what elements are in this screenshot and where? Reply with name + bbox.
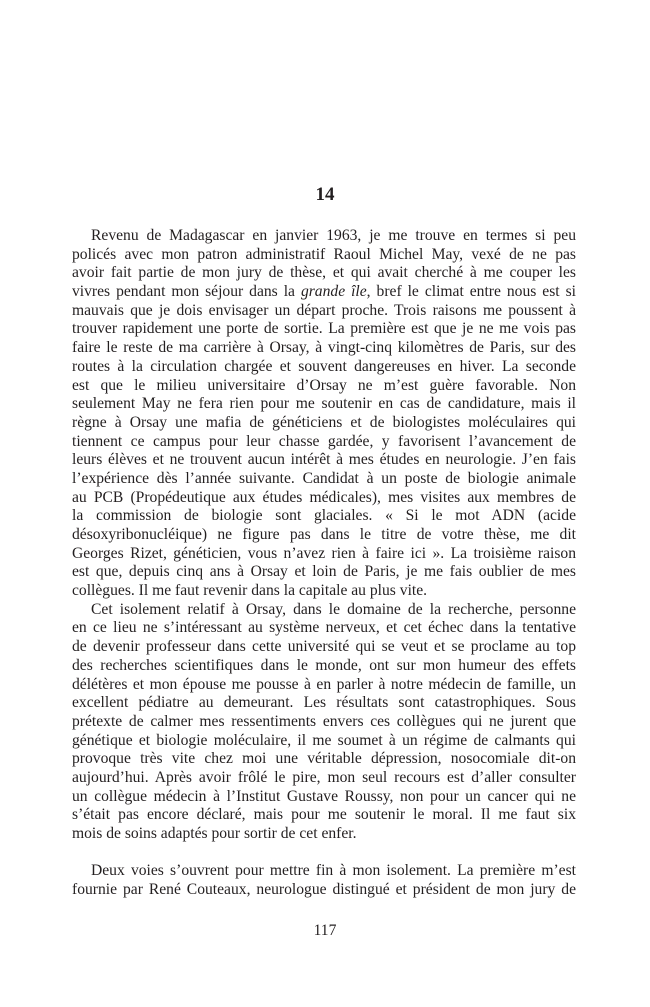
text-segment: mois de soins adaptés pour sortir de cet enfer. bbox=[72, 825, 357, 842]
paragraph bbox=[72, 601, 576, 844]
text-segment: tiennent ce campus pour leur chasse gardée, y favorisent l’avancement de bbox=[72, 432, 576, 450]
text-line bbox=[72, 470, 576, 489]
text-segment: routes à la circulation chargée et souvent dangereuses en hiver. La seconde bbox=[72, 357, 576, 375]
text-segment: Revenu de Madagascar en janvier 1963, je me trouve en termes si peu bbox=[91, 227, 576, 244]
text-segment: Cet isolement relatif à Orsay, dans le domaine de la recherche, personne bbox=[91, 600, 576, 618]
text-line bbox=[72, 507, 576, 526]
text-segment: trouver rapidement une porte de sortie. La première est que je ne me vois pas bbox=[72, 320, 576, 338]
text-line bbox=[72, 489, 576, 508]
text-segment: aujourd’hui. Après avoir frôlé le pire, mon seul recours est d’aller consulter bbox=[72, 768, 576, 786]
text-line bbox=[72, 825, 576, 844]
text-line bbox=[72, 676, 576, 695]
text-line bbox=[72, 283, 576, 302]
text-segment: l’expérience dès l’année suivante. Candidat à un poste de biologie animale bbox=[72, 469, 576, 487]
text-line bbox=[72, 788, 576, 807]
text-line bbox=[72, 657, 576, 676]
text-segment: la commission de biologie sont glaciales. « Si le mot ADN (acide bbox=[72, 507, 576, 525]
text-line bbox=[72, 451, 576, 470]
text-line bbox=[72, 713, 576, 732]
text-line bbox=[72, 433, 576, 452]
paragraph bbox=[72, 227, 576, 601]
text-line bbox=[72, 750, 576, 769]
text-segment: provoque très vite chez moi une véritable dépression, nosocomiale dit-on bbox=[72, 750, 576, 768]
text-segment: un collègue médecin à l’Institut Gustave Roussy, non pour un cancer qui ne bbox=[72, 787, 576, 805]
text-line bbox=[72, 395, 576, 414]
text-line bbox=[72, 264, 576, 283]
text-segment: s’était pas encore déclaré, mais pour me soutenir le moral. Il me faut six bbox=[72, 806, 576, 824]
text-segment: en ce lieu ne s’intéressant au système nerveux, et cet échec dans la tentative bbox=[72, 619, 576, 637]
text-segment: Deux voies s’ouvrent pour mettre fin à mon isolement. La première m’est bbox=[91, 862, 576, 880]
text-line bbox=[72, 358, 576, 377]
text-segment: génétique et biologie moléculaire, il me soumet à un régime de calmants qui bbox=[72, 731, 576, 749]
text-line bbox=[72, 414, 576, 433]
text-line bbox=[72, 563, 576, 582]
text-line bbox=[72, 302, 576, 321]
text-line bbox=[72, 601, 576, 620]
text-segment: prétexte de calmer mes ressentiments envers ces collègues qui ne jurent que bbox=[72, 712, 576, 730]
text-line bbox=[72, 619, 576, 638]
text-line bbox=[72, 339, 576, 358]
page-number: 117 bbox=[313, 922, 337, 939]
text-line bbox=[72, 694, 576, 713]
text-segment: est que, depuis cinq ans à Orsay et loin de Paris, je me fais oublier de mes bbox=[72, 563, 576, 581]
text-segment: au PCB (Propédeutique aux études médicales), mes visites aux membres de bbox=[72, 488, 576, 506]
text-segment: est que le milieu universitaire d’Orsay ne m’est guère favorable. Non bbox=[72, 376, 576, 394]
text-segment: Georges Rizet, généticien, vous n’avez rien à faire ici ». La troisième raison bbox=[72, 544, 576, 562]
text-segment: leurs élèves et ne trouvent aucun intérêt à mes études en neurologie. J’en fais bbox=[72, 451, 576, 469]
text-line bbox=[72, 377, 576, 396]
text-segment: collègues. Il me faut revenir dans la capitale au plus vite. bbox=[72, 582, 428, 600]
paragraph bbox=[72, 862, 576, 899]
text-segment: faire le reste de ma carrière à Orsay, à vingt-cinq kilomètres de Paris, sur des bbox=[72, 339, 576, 357]
text-segment: de devenir professeur dans cette université qui se veut et se proclame au top bbox=[72, 638, 576, 656]
text-segment: vivres pendant mon séjour dans la bbox=[72, 283, 301, 301]
text-segment: , bref le climat entre nous est si bbox=[366, 283, 576, 301]
text-segment: seulement May ne fera rien pour me soutenir en cas de candidature, mais il bbox=[72, 395, 576, 413]
text-line bbox=[72, 227, 576, 246]
text-segment: fournie par René Couteaux, neurologue distingué et président de mon jury de bbox=[72, 881, 576, 899]
text-segment: délétères et mon épouse me pousse à en parler à notre médecin de famille, un bbox=[72, 675, 576, 693]
text-line bbox=[72, 246, 576, 265]
text-segment: avoir fait partie de mon jury de thèse, et qui avait cherché à me couper les bbox=[72, 264, 576, 282]
body-text bbox=[72, 227, 576, 900]
text-line bbox=[72, 732, 576, 751]
text-segment: règne à Orsay une mafia de généticiens et de biologistes moléculaires qui bbox=[72, 413, 576, 431]
text-line bbox=[72, 545, 576, 564]
text-line bbox=[72, 526, 576, 545]
text-segment: mauvais que je dois envisager un départ proche. Trois raisons me poussent à bbox=[72, 301, 576, 319]
text-line bbox=[72, 806, 576, 825]
text-line bbox=[72, 769, 576, 788]
text-line bbox=[72, 582, 576, 601]
text-line bbox=[72, 862, 576, 881]
italic-text: grande île bbox=[300, 283, 367, 301]
text-segment: excellent pédiatre au demeurant. Les résultats sont catastrophiques. Sous bbox=[72, 694, 576, 712]
text-line bbox=[72, 638, 576, 657]
chapter-number: 14 bbox=[315, 184, 335, 205]
text-line bbox=[72, 320, 576, 339]
text-line bbox=[72, 881, 576, 900]
text-segment: désoxyribonucléique) ne figure pas dans le titre de votre thèse, me dit bbox=[72, 526, 576, 543]
text-segment: des recherches scientifiques dans le monde, ont sur mon humeur des effets bbox=[72, 656, 576, 674]
text-segment: policés avec mon patron administratif Raoul Michel May, vexé de ne pas bbox=[72, 245, 576, 263]
